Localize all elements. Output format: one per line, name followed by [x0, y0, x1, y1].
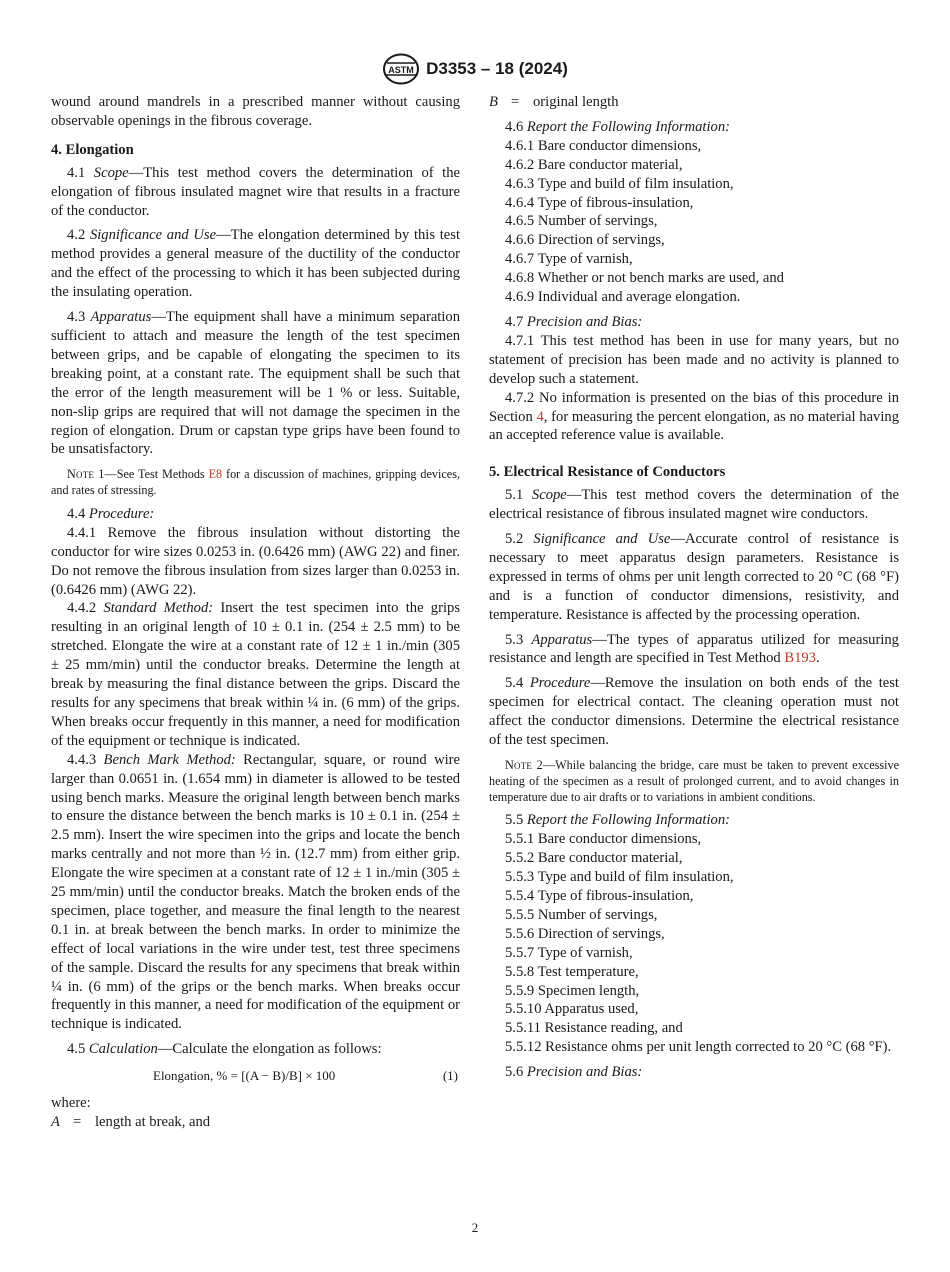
list-item: 5.5.10 Apparatus used, [505, 1001, 639, 1018]
para-4-3: 4.3 Apparatus—The equipment shall have a minimum separation sufficient to attach and measure the length of the test specimen between grips, and be capable of elongating the specimen to its breaking point, at a constant rate. The equipment shall be such that the error of the length measurement will be 1 % or less. Suitable, non-slip grips are required that will not damage the specimen in the region of elongation. Drum or capstan type grips have been found to be unsatisfactory. [51, 309, 460, 458]
para-4-5: 4.5 Calculation—Calculate the elongation as follows: [67, 1041, 382, 1058]
equation-body: Elongation, % = [(A − B)/B] × 100 [153, 1068, 336, 1084]
left-column [51, 93, 460, 1132]
report-list-5-5 [489, 830, 899, 1057]
list-item: 5.5.12 Resistance ohms per unit length corrected to 20 °C (68 °F). [505, 1039, 892, 1056]
list-item: 4.6.6 Direction of servings, [505, 232, 665, 249]
para-5-6: 5.6 Precision and Bias: [505, 1064, 643, 1081]
definition-b: B = original length [489, 94, 619, 110]
list-item: 5.5.7 Type of varnish, [505, 944, 633, 961]
intro-paragraph: wound around mandrels in a prescribed manner without causing observable openings in the fibrous coverage. [51, 94, 460, 129]
para-4-4-3: 4.4.3 Bench Mark Method: Rectangular, square, or round wire larger than 0.0651 in. (1.654 mm) in diameter is allowed to be tested using bench marks. Measure the original length between bench marks to ensure the distance between the bench marks is 10 ± 0.1 in. (254 ± 2.5 mm). Insert the wire specimen into the grips and locate the bench marks centrally and not more than ½ in. (12.7 mm) from either grip. Elongate the wire specimen at a constant rate of 12 ± 1 in./min (305 ± 25 mm/min) until the conductor breaks. Match the broken ends of the specimen, place together, and measure the final length to the nearest 0.1 in. at break between the bench marks. In order to minimize the effect of local variations in the wire under test, test three specimens of the sample. Discard the results for any specimens that break within ¼ in. (6 mm) of the grips or the bench marks. When breaks occur frequently in this manner, a need for modification of the equipment or technique is indicated. [51, 751, 460, 1033]
list-item: 5.5.6 Direction of servings, [505, 925, 665, 942]
list-item: 4.6.9 Individual and average elongation. [505, 289, 741, 306]
para-4-2: 4.2 Significance and Use—The elongation determined by this test method provides a general measure of the ductility of the conductor and the effect of the processing to which it has been subjected during the insulating operation. [51, 227, 460, 301]
document-id: D3353 – 18 (2024) [426, 59, 568, 78]
para-4-4-1: 4.4.1 Remove the fibrous insulation without distorting the conductor for wire sizes 0.0253 in. (0.6426 mm) (AWG 22) and finer. Do not remove the fibrous insulation from sizes larger than 0.0253 in. (0.6426 mm) (AWG 22). [51, 524, 460, 598]
list-item: 5.5.11 Resistance reading, and [505, 1020, 683, 1037]
section-5-title: 5. Electrical Resistance of Conductors [489, 464, 726, 481]
para-4-7-1: 4.7.1 This test method has been in use for many years, but no statement of precision has been made and no activity is planned to develop such a statement. [489, 332, 899, 387]
para-5-5: 5.5 Report the Following Information: [505, 812, 730, 829]
para-5-4: 5.4 Procedure—Remove the insulation on both ends of the test specimen for electrical contact. The cleaning operation must not affect the conductor dimensions. Determine the electrical resistance of the test specimen. [489, 675, 899, 749]
page-number: 2 [471, 1220, 479, 1235]
para-4-1: 4.1 Scope—This test method covers the determination of the elongation of fibrous insulated magnet wire that results in a fracture of the conductor. [51, 164, 460, 219]
list-item: 5.5.8 Test temperature, [505, 963, 639, 980]
note-2: Note 2—While balancing the bridge, care must be taken to prevent excessive heating of the specimen as a result of prolonged current, and to avoid changes in temperature due to air drafts or to variations in ambient conditions. [489, 758, 899, 804]
section-4-title: 4. Elongation [51, 141, 134, 158]
list-item: 4.6.2 Bare conductor material, [505, 156, 683, 173]
ref-b193-link[interactable]: B193 [784, 650, 816, 667]
para-4-6: 4.6 Report the Following Information: [505, 118, 730, 135]
svg-text:ASTM: ASTM [388, 65, 414, 75]
equation-number: (1) [442, 1068, 458, 1084]
para-4-4-2: 4.4.2 Standard Method: Insert the test specimen into the grips resulting in an original length of 10 ± 0.1 in. (254 ± 2.5 mm) to be stretched. Elongate the wire at a constant rate of 12 ± 1 in./min (305 ± 25 mm/min) until the conductor breaks. Determine the length at break by measuring the final distance between the grips. Discard the results for any specimens that break within ¼ in. (6 mm) of the grips. When breaks occur frequently in this manner, a need for modification of the equipment or technique is indicated. [51, 600, 460, 749]
list-item: 4.6.4 Type of fibrous-insulation, [505, 194, 694, 211]
list-item: 5.5.5 Number of servings, [505, 906, 658, 923]
list-item: 4.6.3 Type and build of film insulation, [505, 175, 734, 192]
where-label: where: [51, 1095, 91, 1112]
list-item: 5.5.2 Bare conductor material, [505, 850, 683, 867]
para-5-1: 5.1 Scope—This test method covers the determination of the electrical resistance of fibrous insulated magnet wire conductors. [489, 487, 899, 523]
para-4-7: 4.7 Precision and Bias: [505, 313, 643, 330]
equation-1 [51, 1067, 460, 1086]
page-header [0, 52, 950, 86]
list-item: 5.5.1 Bare conductor dimensions, [505, 831, 702, 848]
para-4-7-2: 4.7.2 No information is presented on the bias of this procedure in Section 4, for measuring the percent elongation, as no material having an accepted reference value is available. [489, 389, 899, 444]
note-1: Note 1—See Test Methods E8 for a discussion of machines, gripping devices, and rates of stressing. [51, 467, 460, 498]
para-4-4: 4.4 Procedure: [67, 505, 155, 522]
list-item: 5.5.9 Specimen length, [505, 982, 640, 999]
list-item: 5.5.4 Type of fibrous-insulation, [505, 888, 694, 905]
ref-section-4-link[interactable]: 4 [536, 408, 544, 425]
list-item: 4.6.1 Bare conductor dimensions, [505, 137, 702, 154]
list-item: 4.6.5 Number of servings, [505, 213, 658, 230]
list-item: 5.5.3 Type and build of film insulation, [505, 869, 734, 886]
right-column [489, 93, 899, 1082]
list-item: 4.6.8 Whether or not bench marks are used, and [505, 270, 784, 287]
astm-logo-icon [382, 53, 420, 85]
para-5-3: 5.3 Apparatus—The types of apparatus utilized for measuring resistance and length are specified in Test Method B193. [489, 631, 899, 667]
definition-a: A = length at break, and [51, 1114, 211, 1130]
ref-e8-link[interactable]: E8 [208, 467, 223, 482]
list-item: 4.6.7 Type of varnish, [505, 251, 633, 268]
para-5-2: 5.2 Significance and Use—Accurate control of resistance is necessary to meet apparatus design parameters. Resistance is expressed in terms of ohms per unit length corrected to 20 °C (68 °F) and is a function of conductor dimensions, resistivity, and temperature. Resistance is affected by the processing operation. [489, 531, 899, 623]
report-list-4-6 [489, 137, 899, 307]
